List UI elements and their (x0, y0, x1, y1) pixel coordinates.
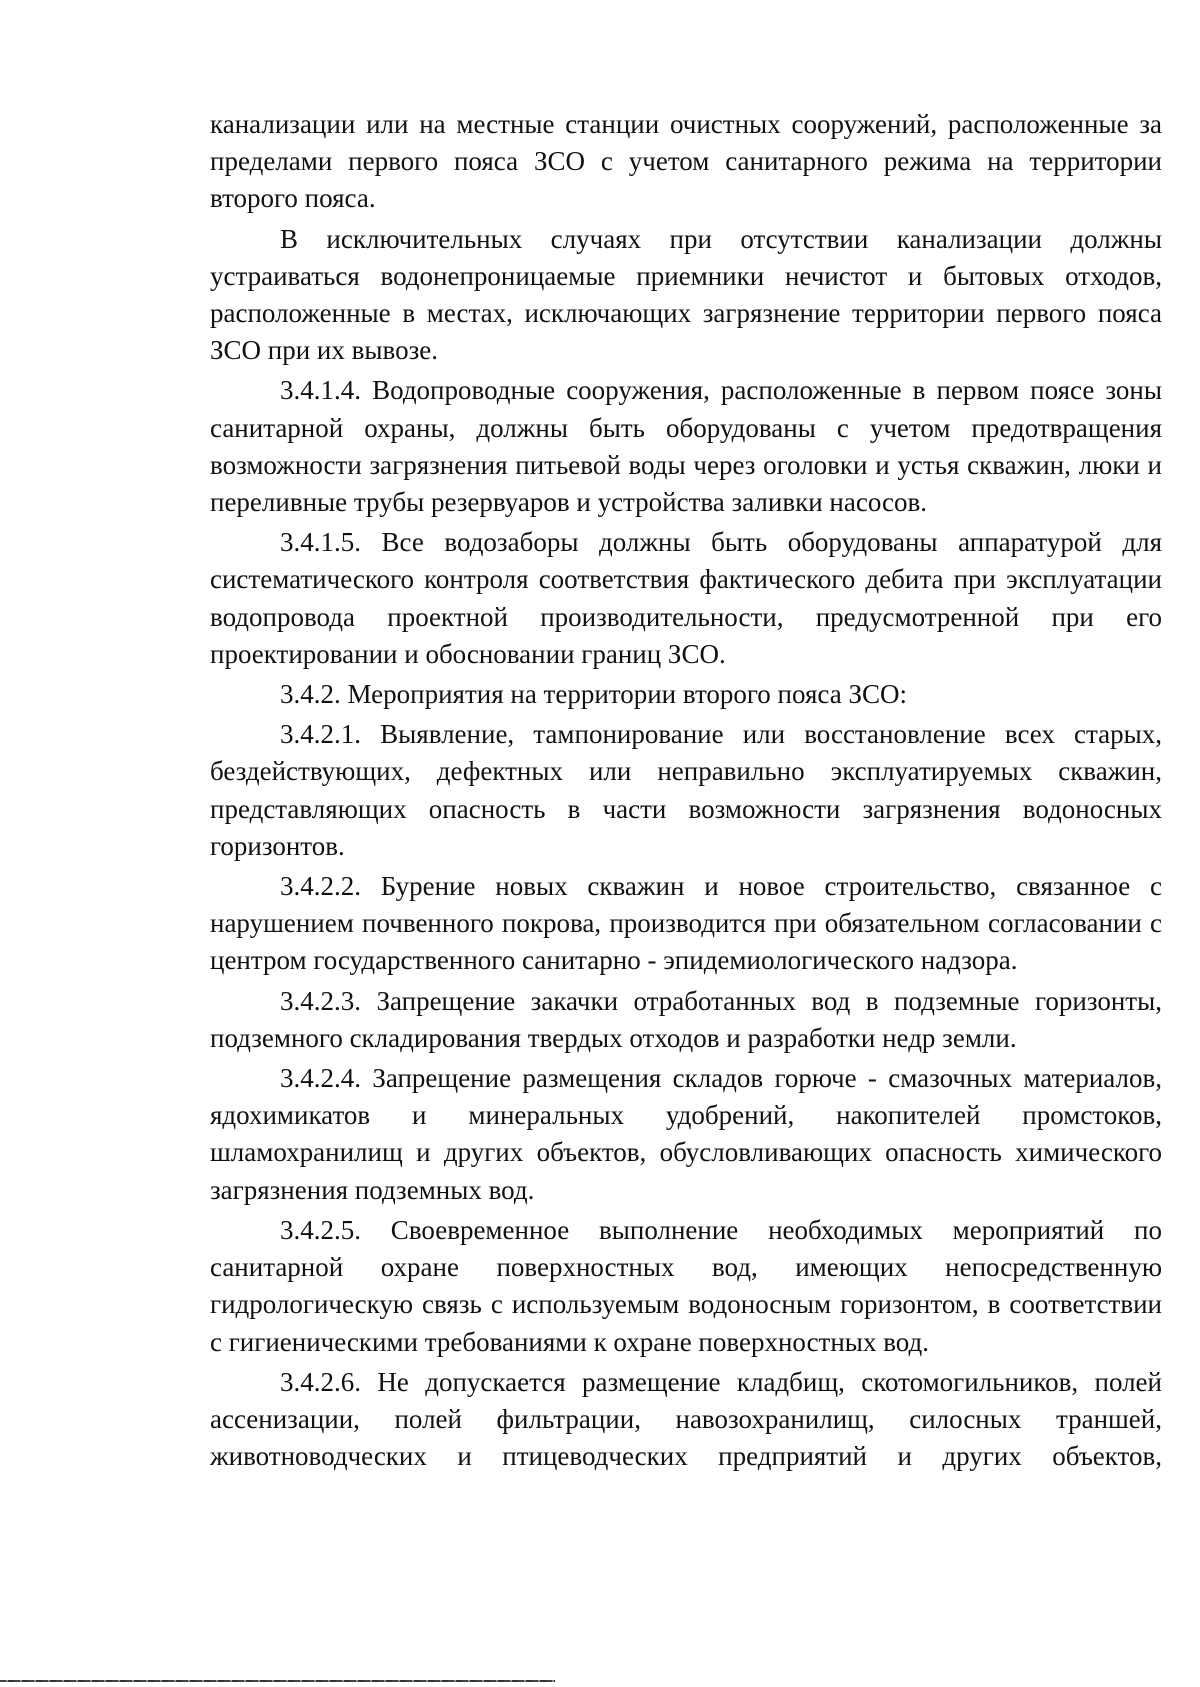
paragraph-3-4-2-1: 3.4.2.1. Выявление, тампонирование или восстановление всех старых, бездействующих, дефектных или неправильно эксплуатируемых скважин, представляющих опасность в части возможности загрязнения водоносных горизонтов. (210, 719, 1162, 861)
paragraph-3-4-1-5: 3.4.1.5. Все водозаборы должны быть оборудованы аппаратурой для систематического контроля соответствия фактического дебита при эксплуатации водопровода проектной производительности, предусмотренной при его проектировании и обосновании границ ЗСО. (210, 527, 1162, 669)
paragraph-3-4-2-2: 3.4.2.2. Бурение новых скважин и новое строительство, связанное с нарушением почвенного покрова, производится при обязательном согласовании с центром государственного санитарно - эпидемиологического надзора. (210, 871, 1162, 976)
paragraph-3-4-2-4: 3.4.2.4. Запрещение размещения складов горюче - смазочных материалов, ядохимикатов и минеральных удобрений, накопителей промстоков, шламохранилищ и других объектов, обусловливающих опасность химического загрязнения подземных вод. (210, 1063, 1162, 1205)
document-page (210, 106, 1162, 1478)
paragraph-3-4-2-3: 3.4.2.3. Запрещение закачки отработанных вод в подземные горизонты, подземного складирования твердых отходов и разработки недр земли. (210, 985, 1162, 1053)
paragraph-3-4-1-4: 3.4.1.4. Водопроводные сооружения, расположенные в первом поясе зоны санитарной охраны, должны быть оборудованы с учетом предотвращения возможности загрязнения питьевой воды через оголовки и устья скважин, люки и переливные трубы резервуаров и устройства заливки насосов. (210, 375, 1162, 518)
paragraph-3-4-2: 3.4.2. Мероприятия на территории второго пояса ЗСО: (280, 679, 907, 710)
paragraph-exceptional-cases: В исключительных случаях при отсутствии канализации должны устраиваться водонепроницаемые приемники нечистот и бытовых отходов, расположенные в местах, исключающих загрязнение территории первого пояса ЗСО при их вывозе. (210, 223, 1162, 366)
paragraph-3-4-2-6: 3.4.2.6. Не допускается размещение кладбищ, скотомогильников, полей ассенизации, полей фильтрации, навозохранилищ, силосных траншей, животноводческих и птицеводческих предприятий и других объектов, (210, 1366, 1162, 1472)
paragraph-continuation: канализации или на местные станции очистных сооружений, расположенные за пределами первого пояса ЗСО с учетом санитарного режима на территории второго пояса. (210, 109, 1162, 214)
scan-edge-line (0, 1680, 555, 1682)
paragraph-3-4-2-5: 3.4.2.5. Своевременное выполнение необходимых мероприятий по санитарной охране поверхностных вод, имеющих непосредственную гидрологическую связь с используемым водоносным горизонтом, в соответствии с гигиеническими требованиями к охране поверхностных вод. (210, 1214, 1162, 1357)
